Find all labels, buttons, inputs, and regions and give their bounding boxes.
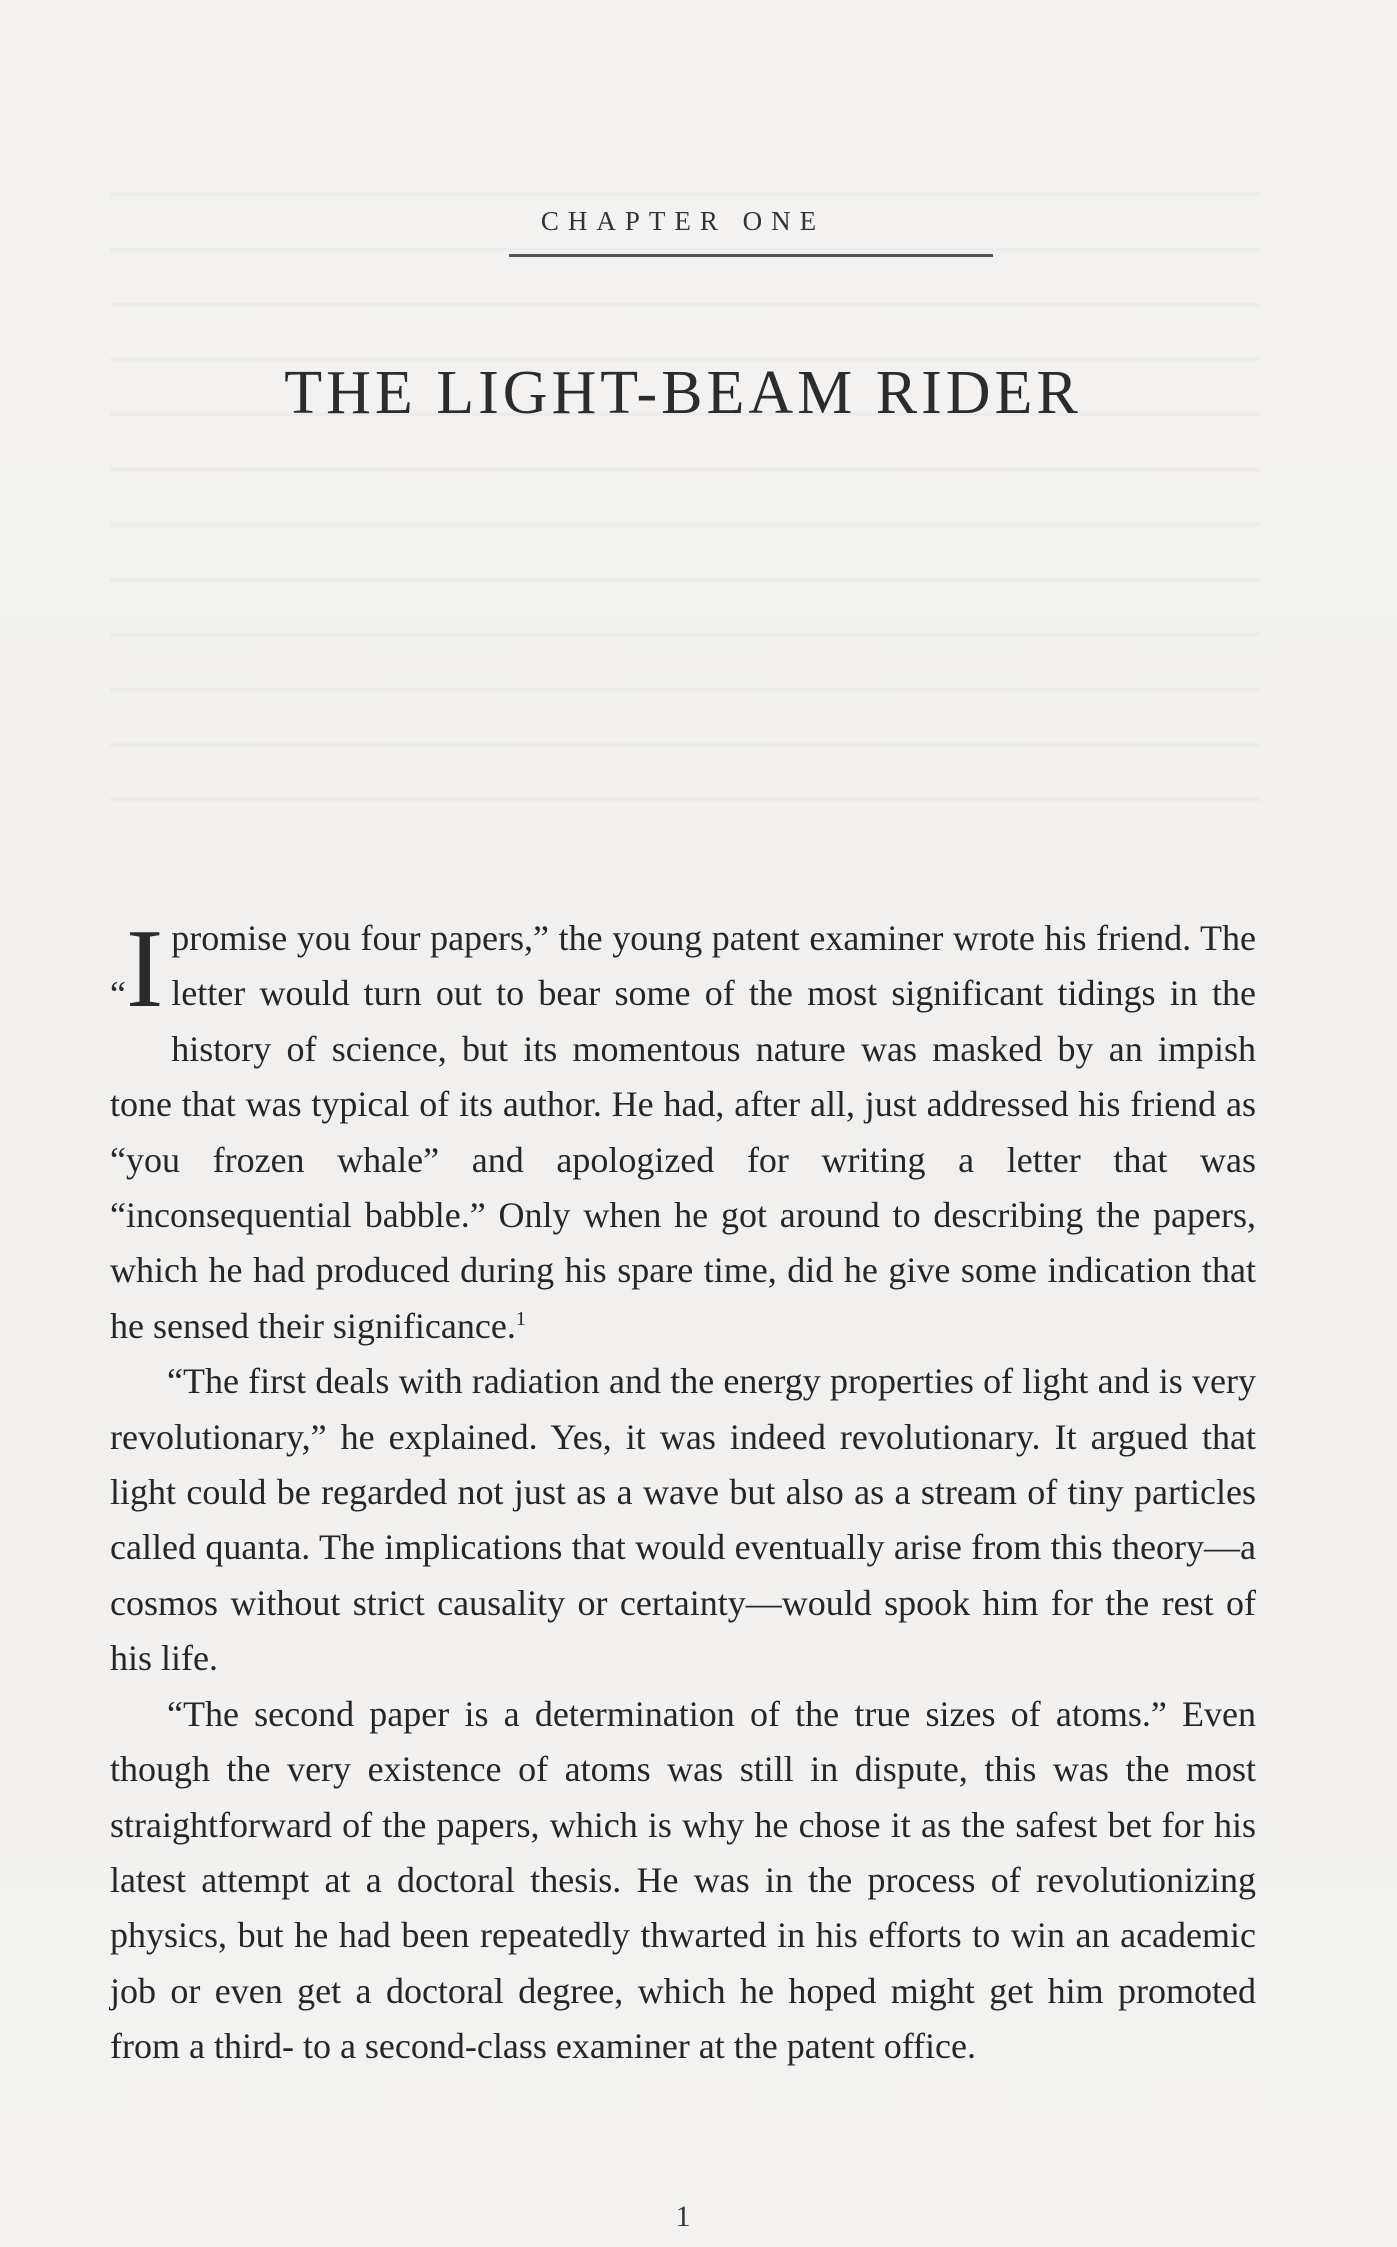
paragraph-1-text: promise you four papers,” the young patent examiner wrote his friend. The letter would turn out to bear some of the most significant tidings in the history of science, but its momentous nature was masked by an impish tone that was typical of its author. He had, after all, just addressed his friend as “you frozen whale” and apologized for writing a letter that was “inconsequential babble.” Only when he got around to describing the papers, which he had produced during his spare time, did he give some indication that he sensed their significance. xyxy=(110,918,1256,1346)
chapter-rule-divider xyxy=(509,254,993,257)
page-number: 1 xyxy=(675,2200,691,2233)
opening-quote: “ xyxy=(110,974,126,1014)
drop-cap: I xyxy=(125,907,164,1031)
footnote-marker: 1 xyxy=(515,1307,526,1330)
chapter-label: CHAPTER ONE xyxy=(540,206,826,236)
paragraph-2: “The first deals with radiation and the energy properties of light and is very revolutionary,” he explained. Yes, it was indeed revolutionary. It argued that light could be regarded not just as a wave but also as a stream of tiny particles called quanta. The implications that would eventually arise from this theory—a cosmos without strict causality or certainty—would spook him for the rest of his life. xyxy=(110,1361,1256,1679)
chapter-title: THE LIGHT-BEAM RIDER xyxy=(284,358,1082,427)
chapter-body xyxy=(110,907,1256,2075)
paragraph-1 xyxy=(110,907,1256,1354)
paragraph-3: “The second paper is a determination of the true sizes of atoms.” Even though the very existence of atoms was still in dispute, this was the most straightforward of the papers, which is why he chose it as the safest bet for his latest attempt at a doctoral thesis. He was in the process of revolutionizing physics, but he had been repeatedly thwarted in his efforts to win an academic job or even get a doctoral degree, which he hoped might get him promoted from a third- to a second-class examiner at the patent office. xyxy=(110,1693,1256,2067)
drop-cap-block xyxy=(110,907,164,1038)
